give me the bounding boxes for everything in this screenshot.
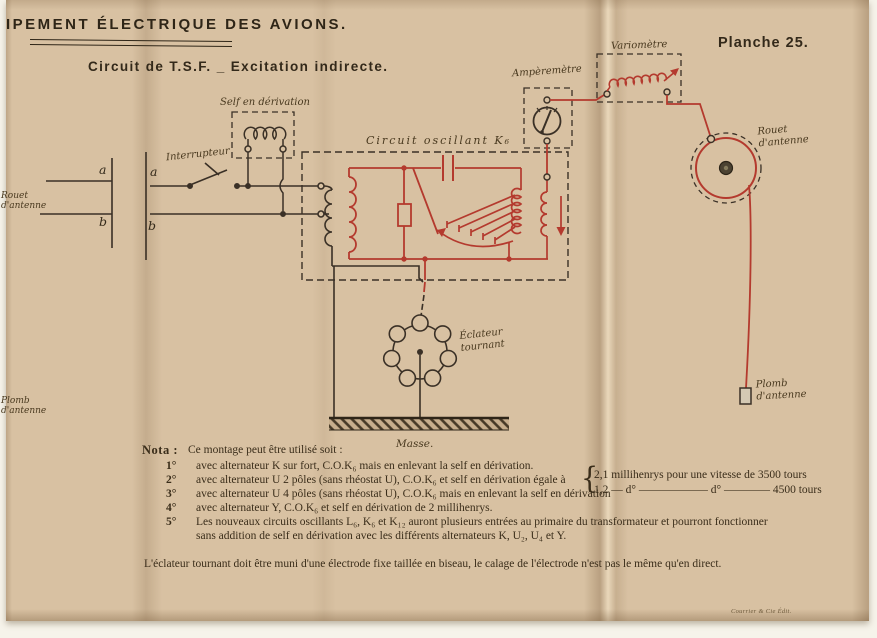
label-rouet-antenne: Rouet d'antenne <box>757 123 810 149</box>
ammeter-gauge-icon <box>534 106 561 135</box>
label-self-derivation: Self en dérivation <box>220 97 310 108</box>
capacitor-symbol <box>443 155 453 181</box>
tapped-inductor-coil <box>437 168 521 259</box>
terminal-b-inner: b <box>148 218 157 233</box>
label-amperemetre: Ampèremètre <box>511 63 583 80</box>
rotary-spark-gap-wheel <box>384 315 457 418</box>
valeur-3500-tours: 2,1 millihenrys pour une vitesse de 3500 tours <box>594 469 807 481</box>
nota-item-text: Les nouveaux circuits oscillants L₆, K₆ et K₁₂ auront plusieurs entrées au primaire du transformateur et pourront fonctionner <box>196 516 768 528</box>
bracket-brace: { <box>581 461 599 496</box>
ammeter-symbol <box>524 88 572 180</box>
antenna-coupling-coil <box>541 180 547 259</box>
oscillating-circuit-box <box>302 152 568 280</box>
label-rouet-antenne-gauche: Rouet d'antenne <box>1 191 47 212</box>
valeur-4500-tours: 1,2 — d° —————— d° ———— 4500 tours <box>594 484 822 496</box>
variometer-coil <box>607 68 679 91</box>
nota-item-text: avec alternateur U 2 pôles (sans rhéostat U), C.O.K₆ et self en dérivation égale à <box>196 474 566 486</box>
plate-number: Planche 25. <box>718 35 809 51</box>
nota-item-num: 1° <box>166 460 177 472</box>
nota-intro: Ce montage peut être utilisé soit : <box>188 444 343 456</box>
terminal-a-inner: a <box>150 164 158 179</box>
nota-item-text: avec alternateur U 4 pôles (sans rhéostat U), C.O.K₆ mais en enlevant la self en dérivation <box>196 488 611 500</box>
terminal-a-outer: a <box>99 162 107 177</box>
antenna-weight-symbol <box>740 388 751 404</box>
spark-gap-component <box>398 168 438 259</box>
label-plomb-antenne-droite: Plomb d'antenne <box>755 377 807 403</box>
nota-item-num: 4° <box>166 502 177 514</box>
label-masse: Masse. <box>396 438 434 450</box>
page-title: IPEMENT ÉLECTRIQUE DES AVIONS. <box>6 16 348 33</box>
ground-masse-symbol <box>329 418 509 430</box>
footer-note: L'éclateur tournant doit être muni d'une électrode fixe taillée en biseau, le calage de l'électrode n'est pas le même qu'en direct. <box>144 558 722 570</box>
shunt-self-coil-symbol <box>232 112 294 216</box>
label-circuit-oscillant: Circuit oscillant K₆ <box>366 134 512 147</box>
nota-item-num: 3° <box>166 488 177 500</box>
label-interrupteur: Interrupteur <box>165 145 231 164</box>
nota-item-num: 5° <box>166 516 177 528</box>
nota-item5-suite: sans addition de self en dérivation avec les différents alternateurs K, U₂, U₄ et Y. <box>196 530 567 542</box>
page-subtitle: Circuit de T.S.F. _ Excitation indirecte. <box>88 59 389 74</box>
nota-label: Nota : <box>142 443 178 457</box>
transformer-secondary-coil <box>349 168 356 259</box>
label-eclateur-tournant: Éclateur tournant <box>458 326 506 354</box>
antenna-input-wires <box>40 152 324 260</box>
nota-item-num: 2° <box>166 474 177 486</box>
current-arrow-icon <box>557 196 566 236</box>
label-plomb-antenne-gauche: Plomb d'antenne <box>1 396 47 417</box>
interrupteur-switch-symbol <box>188 163 239 188</box>
spark-gap-link <box>421 282 425 316</box>
terminal-b-outer: b <box>99 214 108 229</box>
nota-item-text: avec alternateur Y, C.O.K₆ et self en dérivation de 2 millihenrys. <box>196 502 493 514</box>
label-variometre: Variomètre <box>610 39 668 52</box>
antenna-reel-symbol <box>691 133 761 388</box>
nota-item-text: avec alternateur K sur fort, C.O.K₆ mais en enlevant la self en dérivation. <box>196 460 534 472</box>
printer-credit: Courrier & Cie Édit. <box>731 608 792 615</box>
